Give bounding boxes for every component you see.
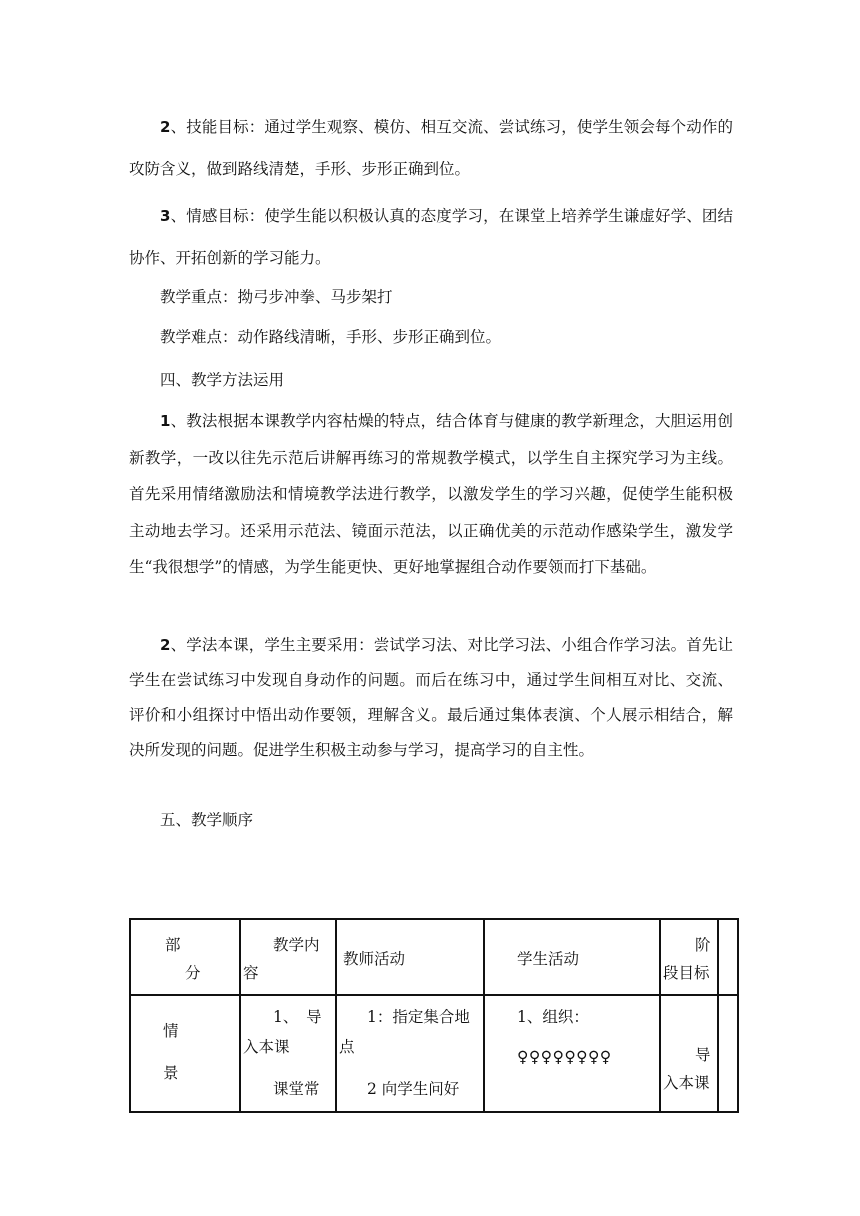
skill-goal-paragraph: 2、技能目标：通过学生观察、模仿、相互交流、尝试练习，使学生领会每个动作的攻防含义，做到路线清楚，手形、步形正确到位。 <box>129 118 733 178</box>
emotion-goal-paragraph: 3、情感目标：使学生能以积极认真的态度学习，在课堂上培养学生谦虚好学、团结协作、开拓创新的学习能力。 <box>129 207 733 267</box>
section-heading-order: 五、教学顺序 <box>160 811 254 829</box>
header-cell-teacher: 教师活动 <box>336 919 484 995</box>
row-cell-student: 1、组织： ♀♀♀♀♀♀♀♀ <box>484 995 660 1112</box>
table-header-row <box>130 919 738 995</box>
header-cell-part: 部 分 <box>130 919 240 995</box>
row-cell-part: 情 景 <box>130 995 240 1112</box>
row-cell-empty <box>718 995 738 1112</box>
row-cell-content: 1、 导 入本课 课堂常 <box>240 995 336 1112</box>
header-cell-content: 教学内 容 <box>240 919 336 995</box>
header-cell-empty <box>718 919 738 995</box>
header-cell-goal: 阶 段目标 <box>660 919 718 995</box>
teaching-difficulty: 教学难点：动作路线清晰，手形、步形正确到位。 <box>160 328 502 346</box>
learning-method-paragraph: 2、学法本课，学生主要采用：尝试学习法、对比学习法、小组合作学习法。首先让学生在尝试练习中发现自身动作的问题。而后在练习中，通过学生间相互对比、交流、评价和小组探讨中悟出动作要领，理解含义。最后通过集体表演、个人展示相结合，解决所发现的问题。促进学生积极主动参与学习，提高学习的自主性。 <box>129 636 733 759</box>
teaching-key-point: 教学重点：拗弓步冲拳、马步架打 <box>160 288 393 306</box>
student-formation: ♀♀♀♀♀♀♀♀ <box>517 1048 612 1066</box>
row-cell-goal: 导 入本课 <box>660 995 718 1112</box>
header-cell-student: 学生活动 <box>484 919 660 995</box>
teaching-order-table <box>129 918 739 1113</box>
teaching-method-paragraph: 1、教法根据本课教学内容枯燥的特点，结合体育与健康的教学新理念，大胆运用创新教学，一改以往先示范后讲解再练习的常规教学模式，以学生自主探究学习为主线。首先采用情绪激励法和情境教学法进行教学，以激发学生的学习兴趣，促使学生能积极主动地去学习。还采用示范法、镜面示范法，以正确优美的示范动作感染学生，激发学生“我很想学”的情感，为学生能更快、更好地掌握组合动作要领而打下基础。 <box>129 412 733 576</box>
row-cell-teacher: 1：指定集合地 点 2 向学生问好 <box>336 995 484 1112</box>
table-row <box>130 995 738 1112</box>
section-heading-methods: 四、教学方法运用 <box>160 371 285 389</box>
